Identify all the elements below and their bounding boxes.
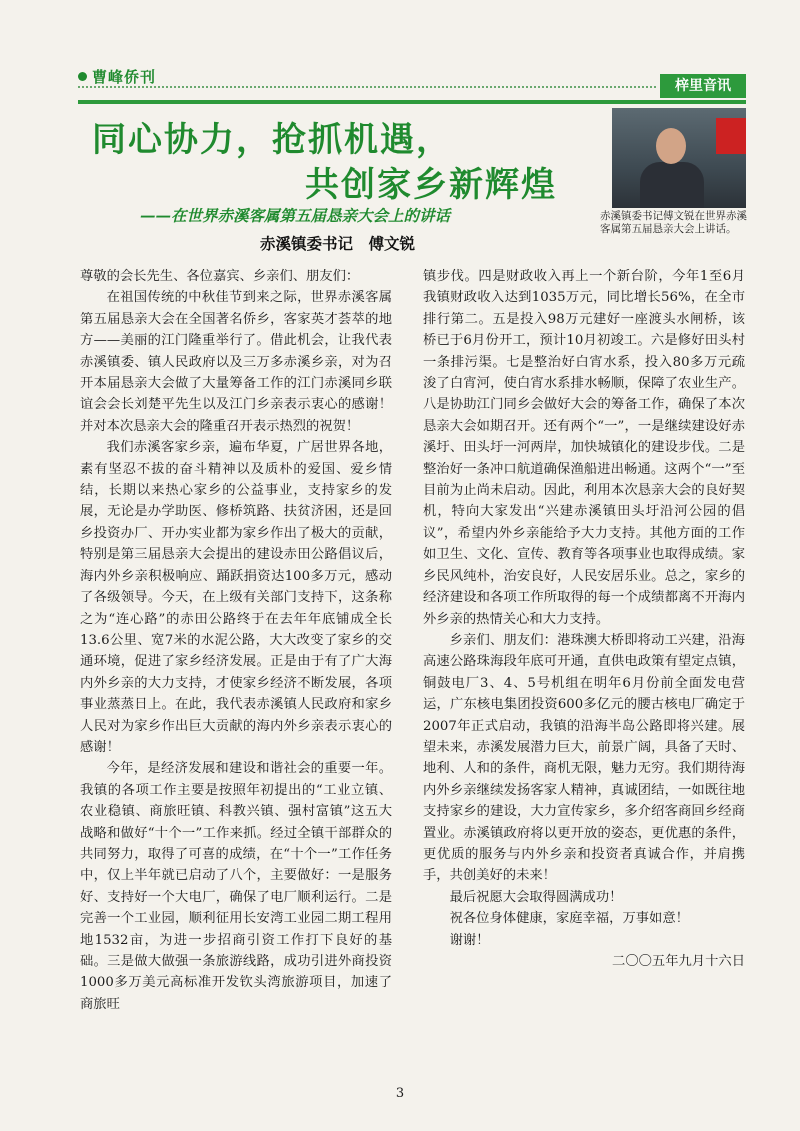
publication-brand (78, 66, 156, 87)
byline: 赤溪镇委书记 傅文锐 (260, 234, 416, 253)
article-column-left (80, 266, 392, 1015)
paragraph: 谢谢！ (449, 932, 490, 948)
bullet-icon (78, 72, 87, 81)
paragraph: 尊敬的会长先生、各位嘉宾、乡亲们、朋友们： (80, 269, 360, 284)
paragraph: 我们赤溪客家乡亲，遍布华夏，广居世界各地，素有坚忍不拔的奋斗精神以及质朴的爱国、爱乡情结，长期以来热心家乡的公益事业，支持家乡的发展，无论是办学助医、修桥筑路、扶贫济困，还是回乡投资办厂、开办实业都为家乡作出了极大的贡献，特别是第三届恳亲大会提出的建设赤田公路倡议后，海内外乡亲积极响应、踊跃捐资达100多万元，感动了各级领导。今天，在上级有关部门支持下，这条称之为“连心路”的赤田公路终于在去年年底铺成全长13.6公里、宽7米的水泥公路，大大改变了家乡的交通环境，促进了家乡经济发展。正是由于有了广大海内外乡亲的大力支持，才使家乡经济不断发展，各项事业蒸蒸日上。在此，我代表赤溪镇人民政府和家乡人民对为家乡作出巨大贡献的海内外乡亲表示衷心的感谢！ (80, 440, 392, 755)
article-date: 二〇〇五年九月十六日 (612, 954, 745, 969)
article-column-right (423, 266, 745, 972)
subtitle: ——在世界赤溪客属第五届恳亲大会上的讲话 (140, 206, 451, 225)
title-divider (78, 100, 746, 104)
page-header (78, 62, 746, 100)
headline-line-1: 同心协力，抢抓机遇， (92, 120, 452, 160)
paragraph: 在祖国传统的中秋佳节到来之际，世界赤溪客属第五届恳亲大会在全国著名侨乡，客家英才荟萃的地方——美丽的江门隆重举行了。借此机会，让我代表赤溪镇委、镇人民政府以及三万多赤溪乡亲，对为召开本届恳亲大会做了大量筹备工作的江门赤溪同乡联谊会会长刘楚平先生以及江门乡亲表示衷心的感谢！并对本次恳亲大会的隆重召开表示热烈的祝贺！ (80, 290, 392, 434)
header-divider (78, 86, 656, 88)
page-number: 3 (395, 1086, 405, 1101)
brand-text: 曹峰侨刊 (92, 68, 157, 86)
paragraph: 乡亲们、朋友们：港珠澳大桥即将动工兴建，沿海高速公路珠海段年底可开通，直供电政策有望定点镇，铜鼓电厂3、4、5号机组在明年6月份前全面发电营运，广东核电集团投资600多亿元的腰古核电厂确定于2007年正式启动，我镇的沿海半岛公路即将兴建。展望未来，赤溪发展潜力巨大，前景广阔，具备了天时、地利、人和的条件，商机无限，魅力无穷。我们期待海内外乡亲继续发扬客家人精神，真诚团结，一如既往地支持家乡的建设，大力宣传家乡，多介绍客商回乡经商置业。赤溪镇政府将以更开放的姿态，更优惠的条件，更优质的服务与内外乡亲和投资者真诚合作，并肩携手，共创美好的未来！ (423, 632, 745, 884)
headline-line-2: 共创家乡新辉煌 (305, 165, 557, 205)
paragraph: 今年，是经济发展和建设和谐社会的重要一年。我镇的各项工作主要是按照年初提出的“工业立镇、农业稳镇、商旅旺镇、科教兴镇、强村富镇”这五大战略和做好“十个一”工作来抓。经过全镇干部群众的共同努力，取得了可喜的成绩，在“十个一”工作任务中，仅上半年就已启动了八个，主要做好：一是服务好、支持好一个大电厂，确保了电厂顺利运行。二是完善一个工业园，顺利征用长安湾工业园二期工程用地1532亩，为进一步招商引资工作打下良好的基础。三是做大做强一条旅游线路，成功引进外商投资1000多万美元高标准开发钦头湾旅游项目，加速了商旅旺 (80, 761, 392, 1012)
paragraph: 祝各位身体健康，家庭幸福，万事如意！ (449, 911, 689, 927)
photo-banner (716, 118, 746, 154)
paragraph: 镇步伐。四是财政收入再上一个新台阶，今年1至6月我镇财政收入达到1035万元，同比增长56%，在全市排行第二。五是投入98万元建好一座渡头水闸桥，该桥已于6月份开工，预计10月初竣工。六是修好田头村一条排污渠。七是整治好白宵水系，投入80多万元疏浚了白宵河，使白宵水系排水畅顺，保障了农业生产。八是协助江门同乡会做好大会的筹备工作，确保了本次恳亲大会如期召开。还有两个“一”，一是继续建设好赤溪圩、田头圩一河两岸，加快城镇化的建设步伐。二是整治好一条冲口航道确保渔船进出畅通。这两个“一”至目前为止尚未启动。因此，利用本次恳亲大会的良好契机，特向大家发出“兴建赤溪镇田头圩沿河公园的倡议”，希望内外乡亲能给予大力支持。其他方面的工作如卫生、文化、宣传、教育等各项事业也取得成绩。家乡民风纯朴，治安良好，人民安居乐业。总之，家乡的经济建设和各项工作所取得的每一个成绩都离不开海内外乡亲的热情关心和大力支持。 (423, 269, 745, 627)
photo-figure-head (656, 128, 686, 164)
photo-figure-body (640, 162, 704, 208)
photo-caption: 赤溪镇委书记傅文锐在世界赤溪客属第五届恳亲大会上讲话。 (600, 210, 747, 235)
section-tag: 梓里音讯 (660, 74, 746, 98)
speaker-photo (612, 108, 746, 208)
paragraph: 最后祝愿大会取得圆满成功！ (449, 889, 623, 905)
